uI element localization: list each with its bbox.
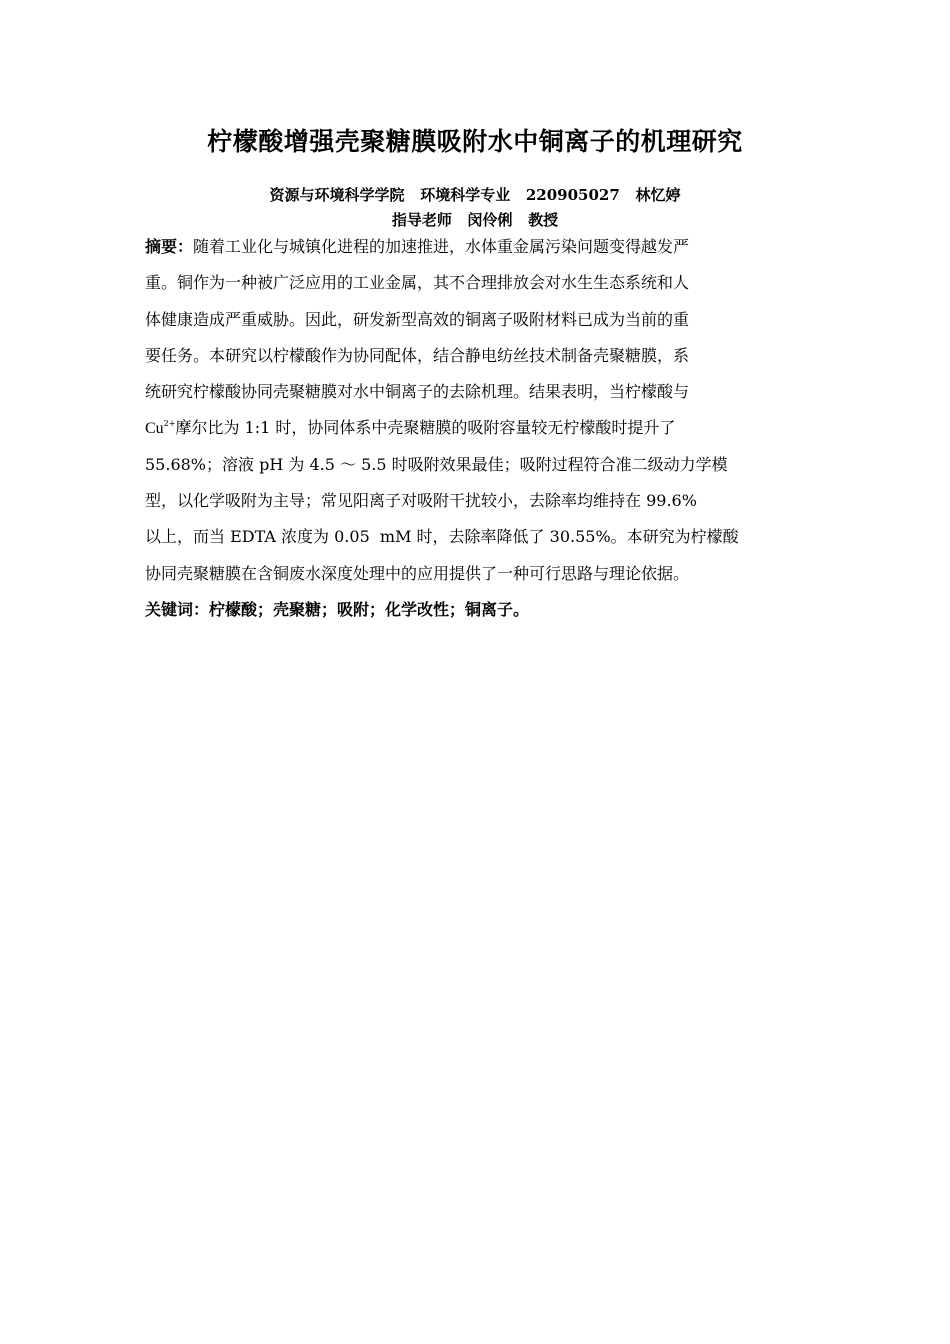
abstract-text: 摩尔比为 1:1 时，协同体系中壳聚糖膜的吸附容量较无柠檬酸时提升了 <box>175 418 676 438</box>
keywords-label: 关键词： <box>145 599 210 619</box>
abstract-text: 随着工业化与城镇化进程的加速推进，水体重金属污染问题变得越发严 <box>193 237 690 256</box>
paper-title: 柠檬酸增强壳聚糖膜吸附水中铜离子的机理研究 <box>207 127 743 156</box>
abstract-line: 以上，而当 EDTA 浓度为 0.05 mM 时，去除率降低了 30.55%。本研究为柠檬酸 <box>145 527 739 547</box>
keywords-text: 柠檬酸；壳聚糖；吸附；化学改性；铜离子。 <box>209 599 530 619</box>
abstract-line: 要任务。本研究以柠檬酸作为协同配体，结合静电纺丝技术制备壳聚糖膜，系 <box>145 345 690 365</box>
abstract-line: 体健康造成严重威胁。因此，研发新型高效的铜离子吸附材料已成为当前的重 <box>145 309 690 329</box>
abstract-line: 协同壳聚糖膜在含铜废水深度处理中的应用提供了一种可行思路与理论依据。 <box>145 563 690 583</box>
copper-symbol: Cu <box>145 420 164 438</box>
abstract-section <box>145 235 807 628</box>
abstract-line: 55.68%；溶液 pH 为 4.5 ～ 5.5 时吸附效果最佳；吸附过程符合准二级动力学模 <box>145 454 728 474</box>
keywords-line <box>145 598 807 628</box>
abstract-line: 统研究柠檬酸协同壳聚糖膜对水中铜离子的去除机理。结果表明，当柠檬酸与 <box>145 382 690 402</box>
abstract-line <box>145 235 807 271</box>
abstract-line: 型，以化学吸附为主导；常见阳离子对吸附干扰较小，去除率均维持在 99.6% <box>145 491 697 511</box>
abstract-line: 重。铜作为一种被广泛应用的工业金属，其不合理排放会对水生生态系统和人 <box>145 273 690 293</box>
copper-charge: 2+ <box>163 419 176 429</box>
advisor-info: 指导老师 闵伶俐 教授 <box>391 211 559 229</box>
author-info: 资源与环境科学学院 环境科学专业 220905027 林忆婷 <box>269 186 681 204</box>
abstract-line <box>145 416 807 452</box>
abstract-label: 摘要： <box>145 237 194 256</box>
